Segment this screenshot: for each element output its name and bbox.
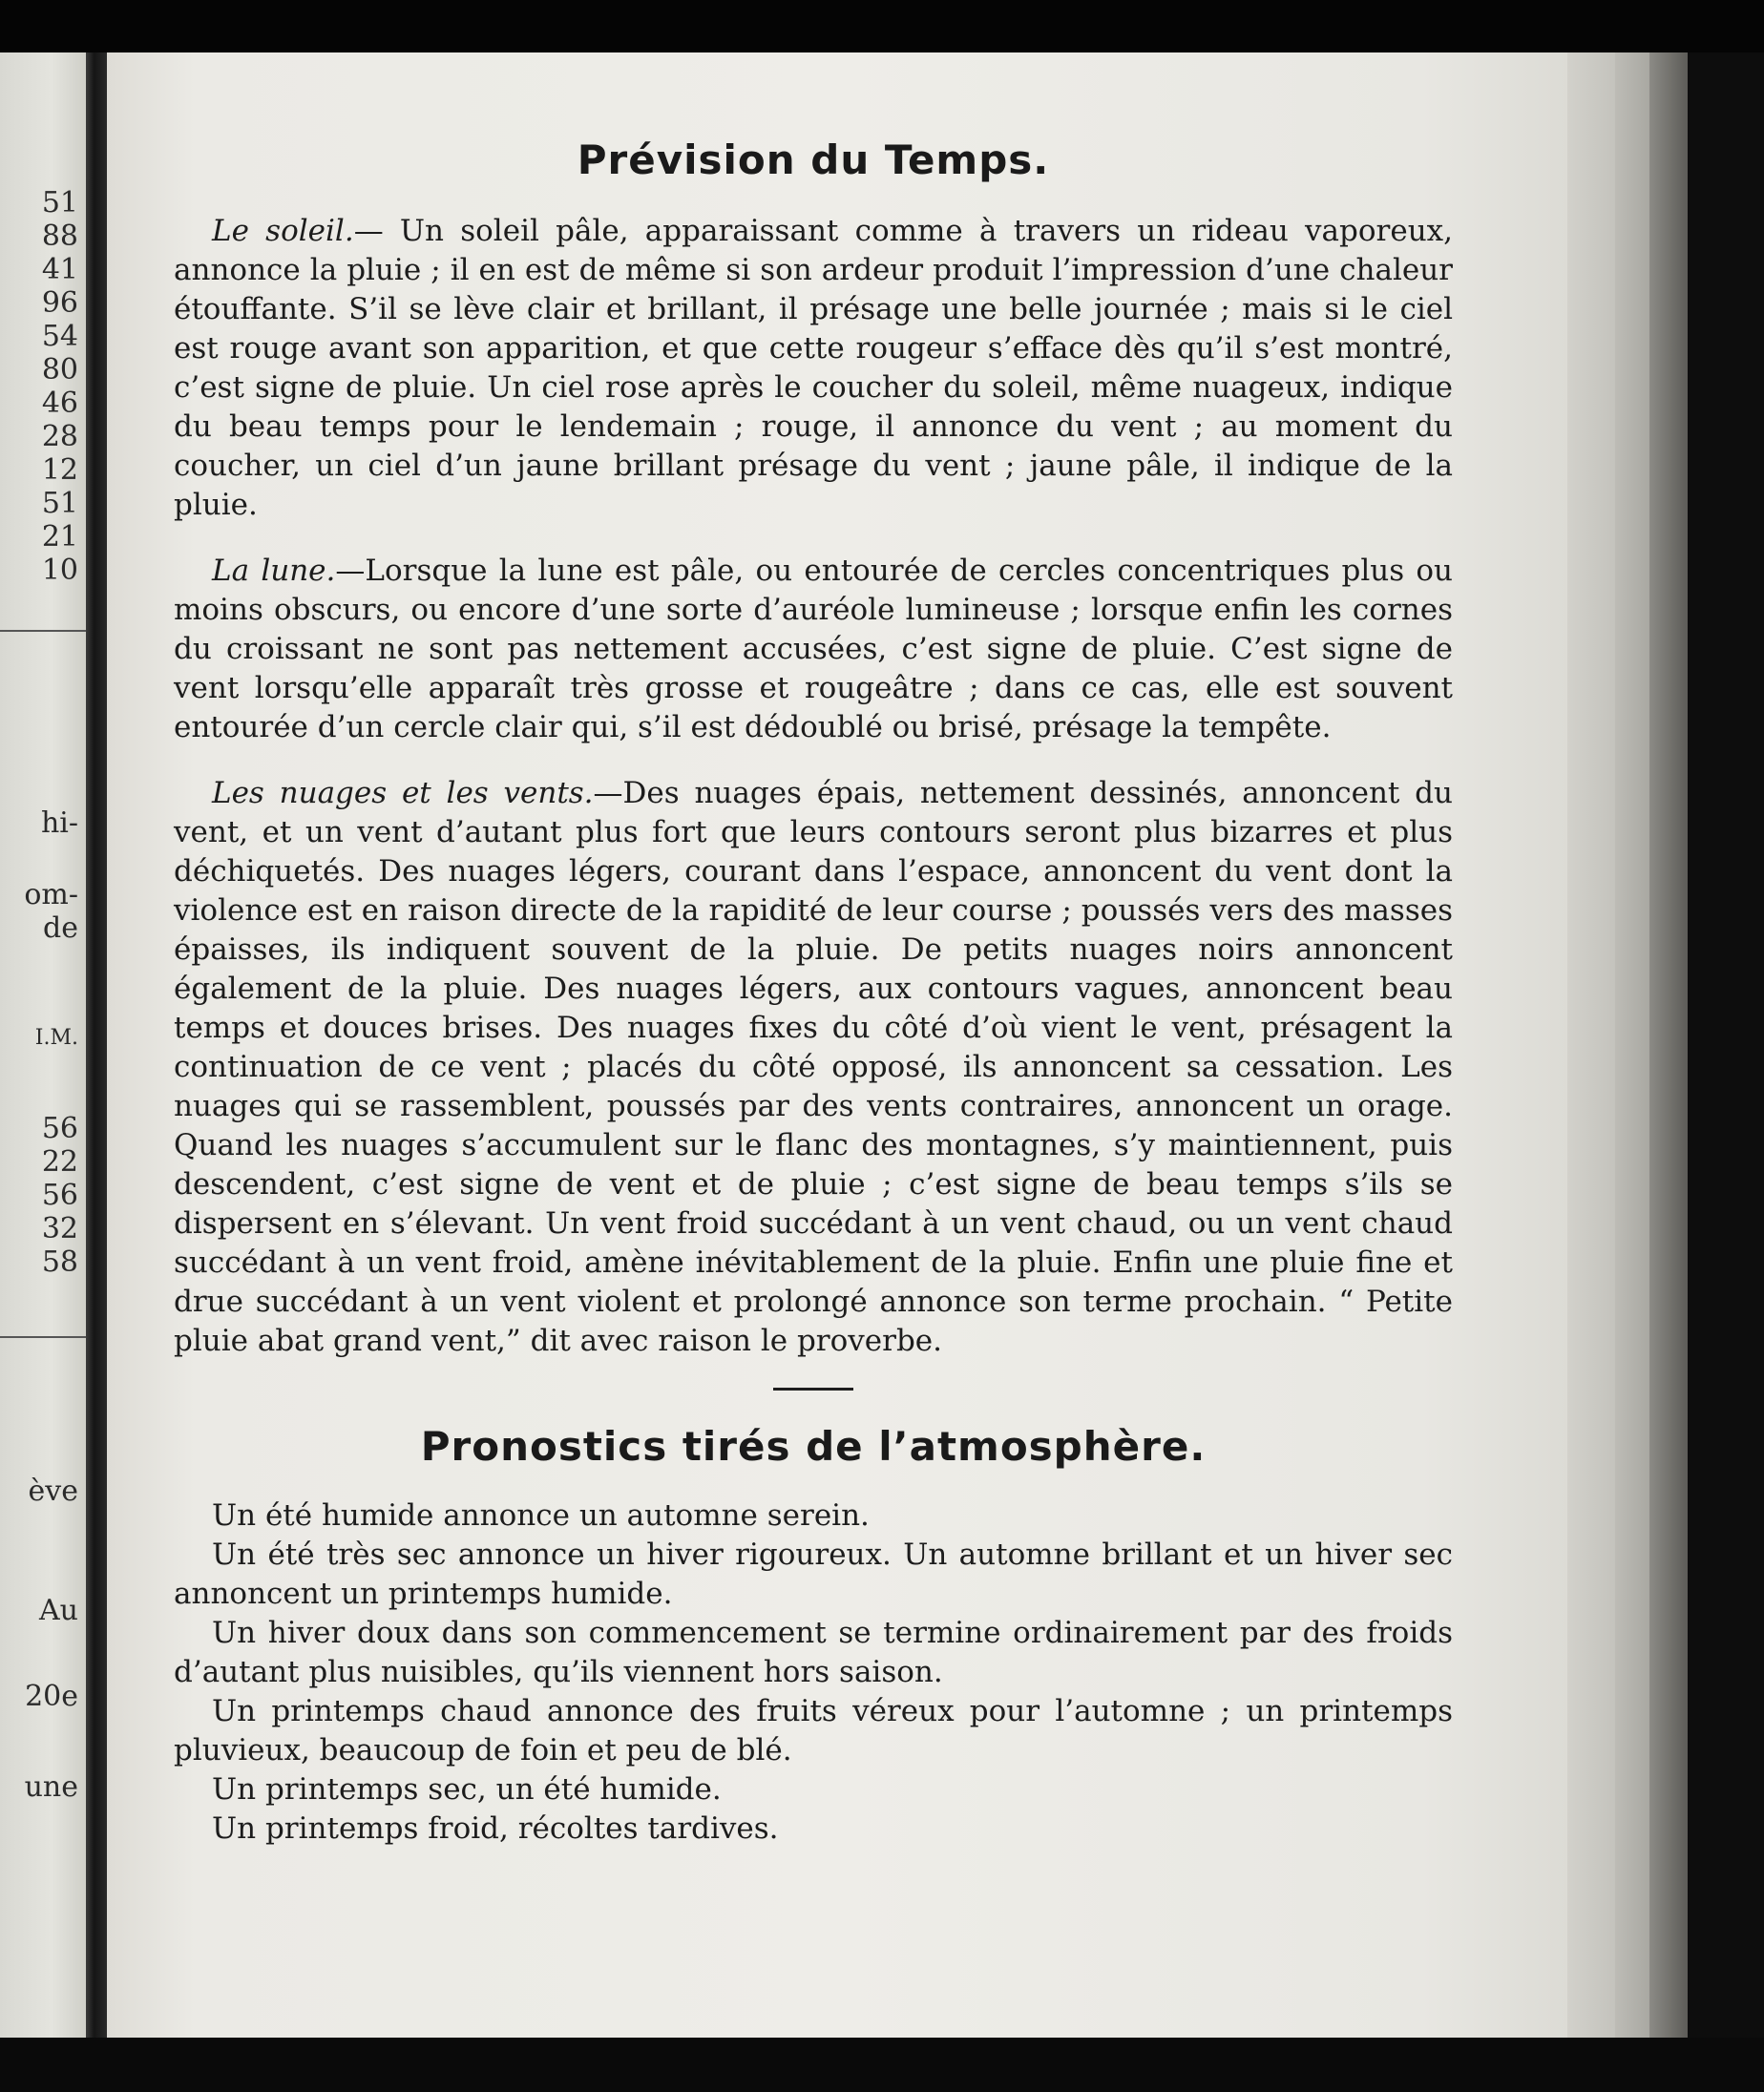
page-edge xyxy=(1615,52,1649,2038)
left-fragment: I.M. xyxy=(34,1026,78,1050)
left-fragment: 10 xyxy=(41,554,78,587)
left-fragment: une xyxy=(24,1770,78,1804)
section-title-prevision: Prévision du Temps. xyxy=(577,136,1050,183)
left-fragment: 41 xyxy=(41,253,78,286)
pronostic-line: Un printemps chaud annonce des fruits véreux pour l’automne ; un printemps pluvieux, beaucoup de foin et peu de blé. xyxy=(174,1694,1453,1768)
pronostic-line: Un hiver doux dans son commencement se termine ordinairement par des froids d’autant plus nuisibles, qu’ils viennent hors saison. xyxy=(174,1616,1453,1689)
left-fragment: 51 xyxy=(41,487,78,520)
scan-frame-bottom xyxy=(0,2038,1764,2092)
left-fragment: 51 xyxy=(41,186,78,220)
left-fragment: 80 xyxy=(41,353,78,387)
left-fragment: hi- xyxy=(40,806,78,840)
paragraph-text: —Des nuages épais, nettement dessinés, annoncent du vent, et un vent d’autant plus fort que leurs contours seront plus bizarres et plus déchiquetés. Des nuages légers, courant dans l’espace, annoncent du vent dont la violence est en raison directe de la rapidité de leur course ; poussés vers des masses épaisses, ils indiquent souvent de la pluie. De petits nuages noirs annoncent également de la pluie. Des nuages légers, aux contours vagues, annoncent beau temps et douces brises. Des nuages fixes du côté d’où vient le vent, présagent la continuation de ce vent ; placés du côté opposé, ils annoncent sa cessation. Les nuages qui se rassemblent, poussés par des vents contraires, annoncent un orage. Quand les nuages s’accumulent sur le flanc des montagnes, s’y maintiennent, puis descendent, c’est signe de vent et de pluie ; c’est signe de beau temps s’ils se dispersent en s’élevant. Un vent froid succédant à un vent chaud, ou un vent chaud succédant à un vent froid, amène inévitablement de la pluie. Enfin une pluie fine et drue succédant à un vent violent et prolongé annonce son terme prochain. “ Petite pluie abat grand vent,” dit avec raison le proverbe. xyxy=(174,776,1453,1358)
pronostic-line: Un printemps froid, récoltes tardives. xyxy=(212,1811,779,1846)
scan-frame-right xyxy=(1688,52,1764,2038)
section-divider xyxy=(773,1388,853,1391)
left-fragment: ève xyxy=(28,1475,78,1508)
paragraph-lune xyxy=(174,552,1453,747)
paragraph-nuages xyxy=(174,774,1453,1361)
paragraph-text: —Lorsque la lune est pâle, ou entourée de cercles concentriques plus ou moins obscurs, ou encore d’une sorte d’auréole lumineuse ; lorsque enfin les cornes du croissant ne sont pas nettement accusées, c’est signe de pluie. C’est signe de vent lorsqu’elle apparaît très grosse et rougeâtre ; dans ce cas, elle est souvent entourée d’un cercle clair qui, s’il est dédoublé ou brisé, présage la tempête. xyxy=(174,554,1454,744)
left-fragment: 12 xyxy=(41,453,78,487)
paragraph-lead: La lune. xyxy=(212,554,336,588)
pronostic-line: Un été humide annonce un automne serein. xyxy=(212,1498,870,1533)
left-fragment: Au xyxy=(39,1594,78,1627)
paragraph-lead: Le soleil. xyxy=(212,214,354,248)
left-fragment: 22 xyxy=(41,1145,78,1179)
section-title-pronostics: Pronostics tirés de l’atmosphère. xyxy=(420,1423,1207,1470)
left-fragment: om- xyxy=(24,878,78,911)
page-edge xyxy=(1567,52,1615,2038)
paragraph-text: — Un soleil pâle, apparaissant comme à travers un rideau vaporeux, annonce la pluie ; il en est de même si son ardeur produit l’impression d’une chaleur étouffante. S’il se lève clair et brillant, il présage une belle journée ; mais si le ciel est rouge avant son apparition, et que cette rougeur s’efface dès qu’il s’est montré, c’est signe de pluie. Un ciel rose après le coucher du soleil, même nuageux, indique du beau temps pour le lendemain ; rouge, il annonce du vent ; au moment du coucher, un ciel d’un jaune brillant présage du vent ; jaune pâle, il indique de la pluie. xyxy=(174,214,1453,522)
page-edge xyxy=(1649,52,1688,2038)
left-fragment: de xyxy=(43,911,78,945)
left-rule xyxy=(0,630,86,632)
page-content xyxy=(174,91,1453,1849)
left-fragment: 88 xyxy=(41,220,78,253)
scan-frame-top xyxy=(0,0,1764,52)
left-fragment: 32 xyxy=(41,1212,78,1245)
paragraph-lead: Les nuages et les vents. xyxy=(212,776,594,810)
book-page xyxy=(107,52,1567,2038)
book-gutter xyxy=(86,52,107,2038)
left-fragment: 20e xyxy=(25,1680,78,1713)
left-fragment: 21 xyxy=(41,520,78,554)
paragraph-soleil xyxy=(174,212,1453,525)
left-rule xyxy=(0,1336,86,1338)
left-fragment: 96 xyxy=(41,286,78,320)
left-fragment: 54 xyxy=(41,320,78,353)
pronostic-line: Un printemps sec, un été humide. xyxy=(212,1772,722,1807)
left-fragment: 56 xyxy=(41,1112,78,1145)
left-fragment: 28 xyxy=(41,420,78,453)
left-fragment: 46 xyxy=(41,387,78,420)
facing-page-edge xyxy=(0,52,86,2038)
left-fragment: 58 xyxy=(41,1245,78,1279)
pronostic-line: Un été très sec annonce un hiver rigoureux. Un automne brillant et un hiver sec annoncent un printemps humide. xyxy=(174,1538,1453,1611)
left-fragment: 56 xyxy=(41,1179,78,1212)
